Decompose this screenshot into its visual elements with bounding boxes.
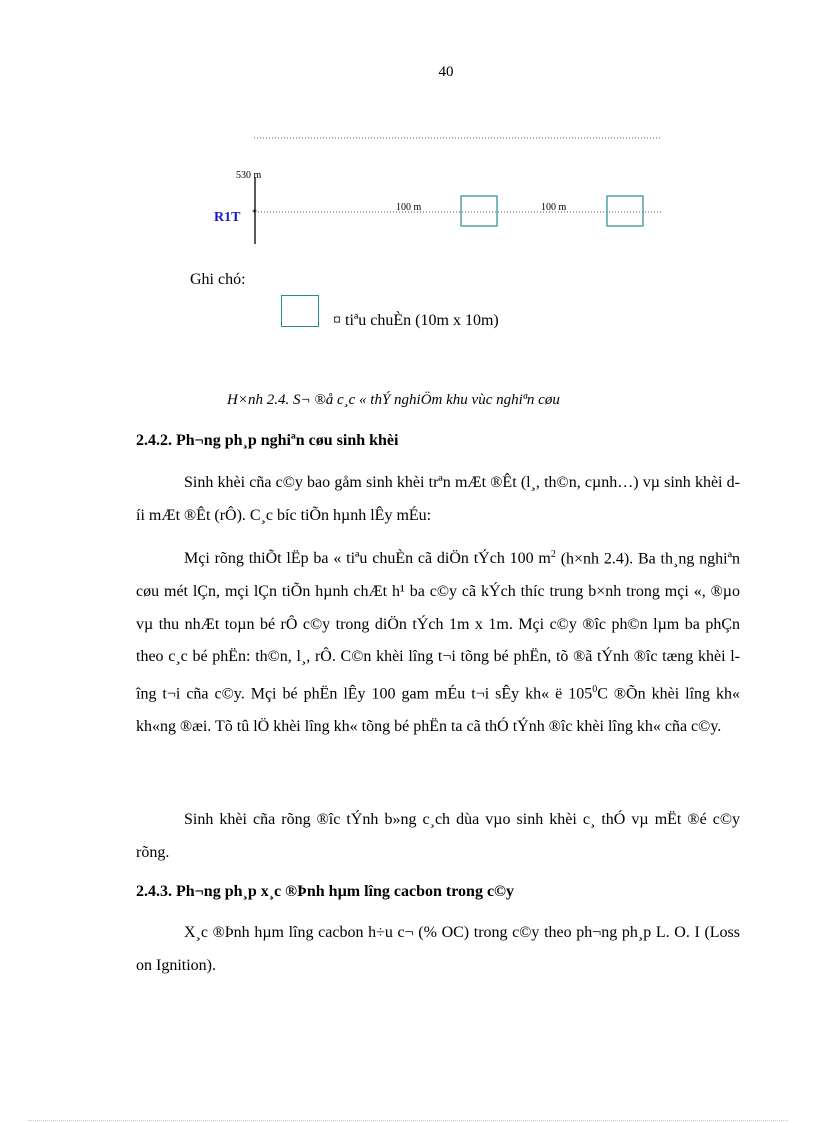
legend-label: Ghi chó: [190,271,246,288]
paragraph-text-b: (h×nh 2.4). Ba th¸ng nghiªn cøu mét lÇn, mçi lÇn tiÕn hµnh chÆt h¹ ba c©y cã kÝch thíc trung b×nh trong mçi «, ®µo vµ thu nhÆt toµn bé rÔ c©y trong diÖn tÝch 1m x 1m. Mçi c©y ®îc ph©n lµm ba phÇn theo c¸c bé phËn: th©n, l¸, rÔ. C©n khèi lîng t¬i tõng bé phËn, tõ ®ã tÝnh ®îc tæng khèi lîng t¬i cña c©y. Mçi bé phËn lÊy 100 gam mÉu t¬i sÊy kh« ë 105 [136,550,740,703]
paragraph-forest-biomass [136,804,740,869]
superscript-2: 2 [550,549,556,560]
paragraph-text: X¸c ®Þnh hµm lîng cacbon h÷u c¬ (% OC) trong c©y theo ph¬ng ph¸p L. O. I (Loss on Ignition). [136,924,740,974]
figure-caption: H×nh 2.4. S¬ ®å c¸c « thÝ nghiÖm khu vùc nghiªn cøu [227,392,560,408]
superscript-0: 0 [592,684,598,696]
start-marker-icon: * [252,208,257,219]
plot-square-2 [607,196,643,226]
section-243-heading: 2.4.3. Ph¬ng ph¸p x¸c ®Þnh hµm lîng cacbon trong c©y [136,883,514,900]
page-number: 40 [438,64,454,80]
distance-label-top: 530 m [236,170,262,181]
paragraph-sampling-method [136,539,740,744]
paragraph-text: Sinh khèi cña c©y bao gåm sinh khèi trªn mÆt ®Êt (l¸, th©n, cµnh…) vµ sinh khèi díi mÆt ®Êt (rÔ). C¸c bíc tiÕn hµnh lÊy mÉu: [136,474,740,524]
start-label: R1T [214,210,241,225]
paragraph-carbon-method [136,917,740,982]
legend-plot-text: ¤ tiªu chuÈn (10m x 10m) [333,312,499,329]
paragraph-text-c: C ®Õn khèi lîng kh« kh«ng ®æi. Tõ tû lÖ khèi lîng kh« tõng bé phËn ta cã thÓ tÝnh ®îc khèi lîng kh« cña c©y. [136,685,740,736]
bottom-dotted-rule [28,1120,788,1121]
plot-square-1 [461,196,497,226]
legend-plot-square-icon [281,295,319,327]
plot-layout-diagram [200,125,670,250]
segment-label-1: 100 m [396,202,422,213]
paragraph-biomass-definition [136,467,740,532]
paragraph-text-a: Mçi rõng thiÕt lËp ba « tiªu chuÈn cã diÖn tÝch 100 m [184,550,551,568]
section-242-heading: 2.4.2. Ph¬ng ph¸p nghiªn cøu sinh khèi [136,432,399,449]
segment-label-2: 100 m [541,202,567,213]
paragraph-text: Sinh khèi cña rõng ®îc tÝnh b»ng c¸ch dùa vµo sinh khèi c¸ thÓ vµ mËt ®é c©y rõng. [136,811,740,861]
